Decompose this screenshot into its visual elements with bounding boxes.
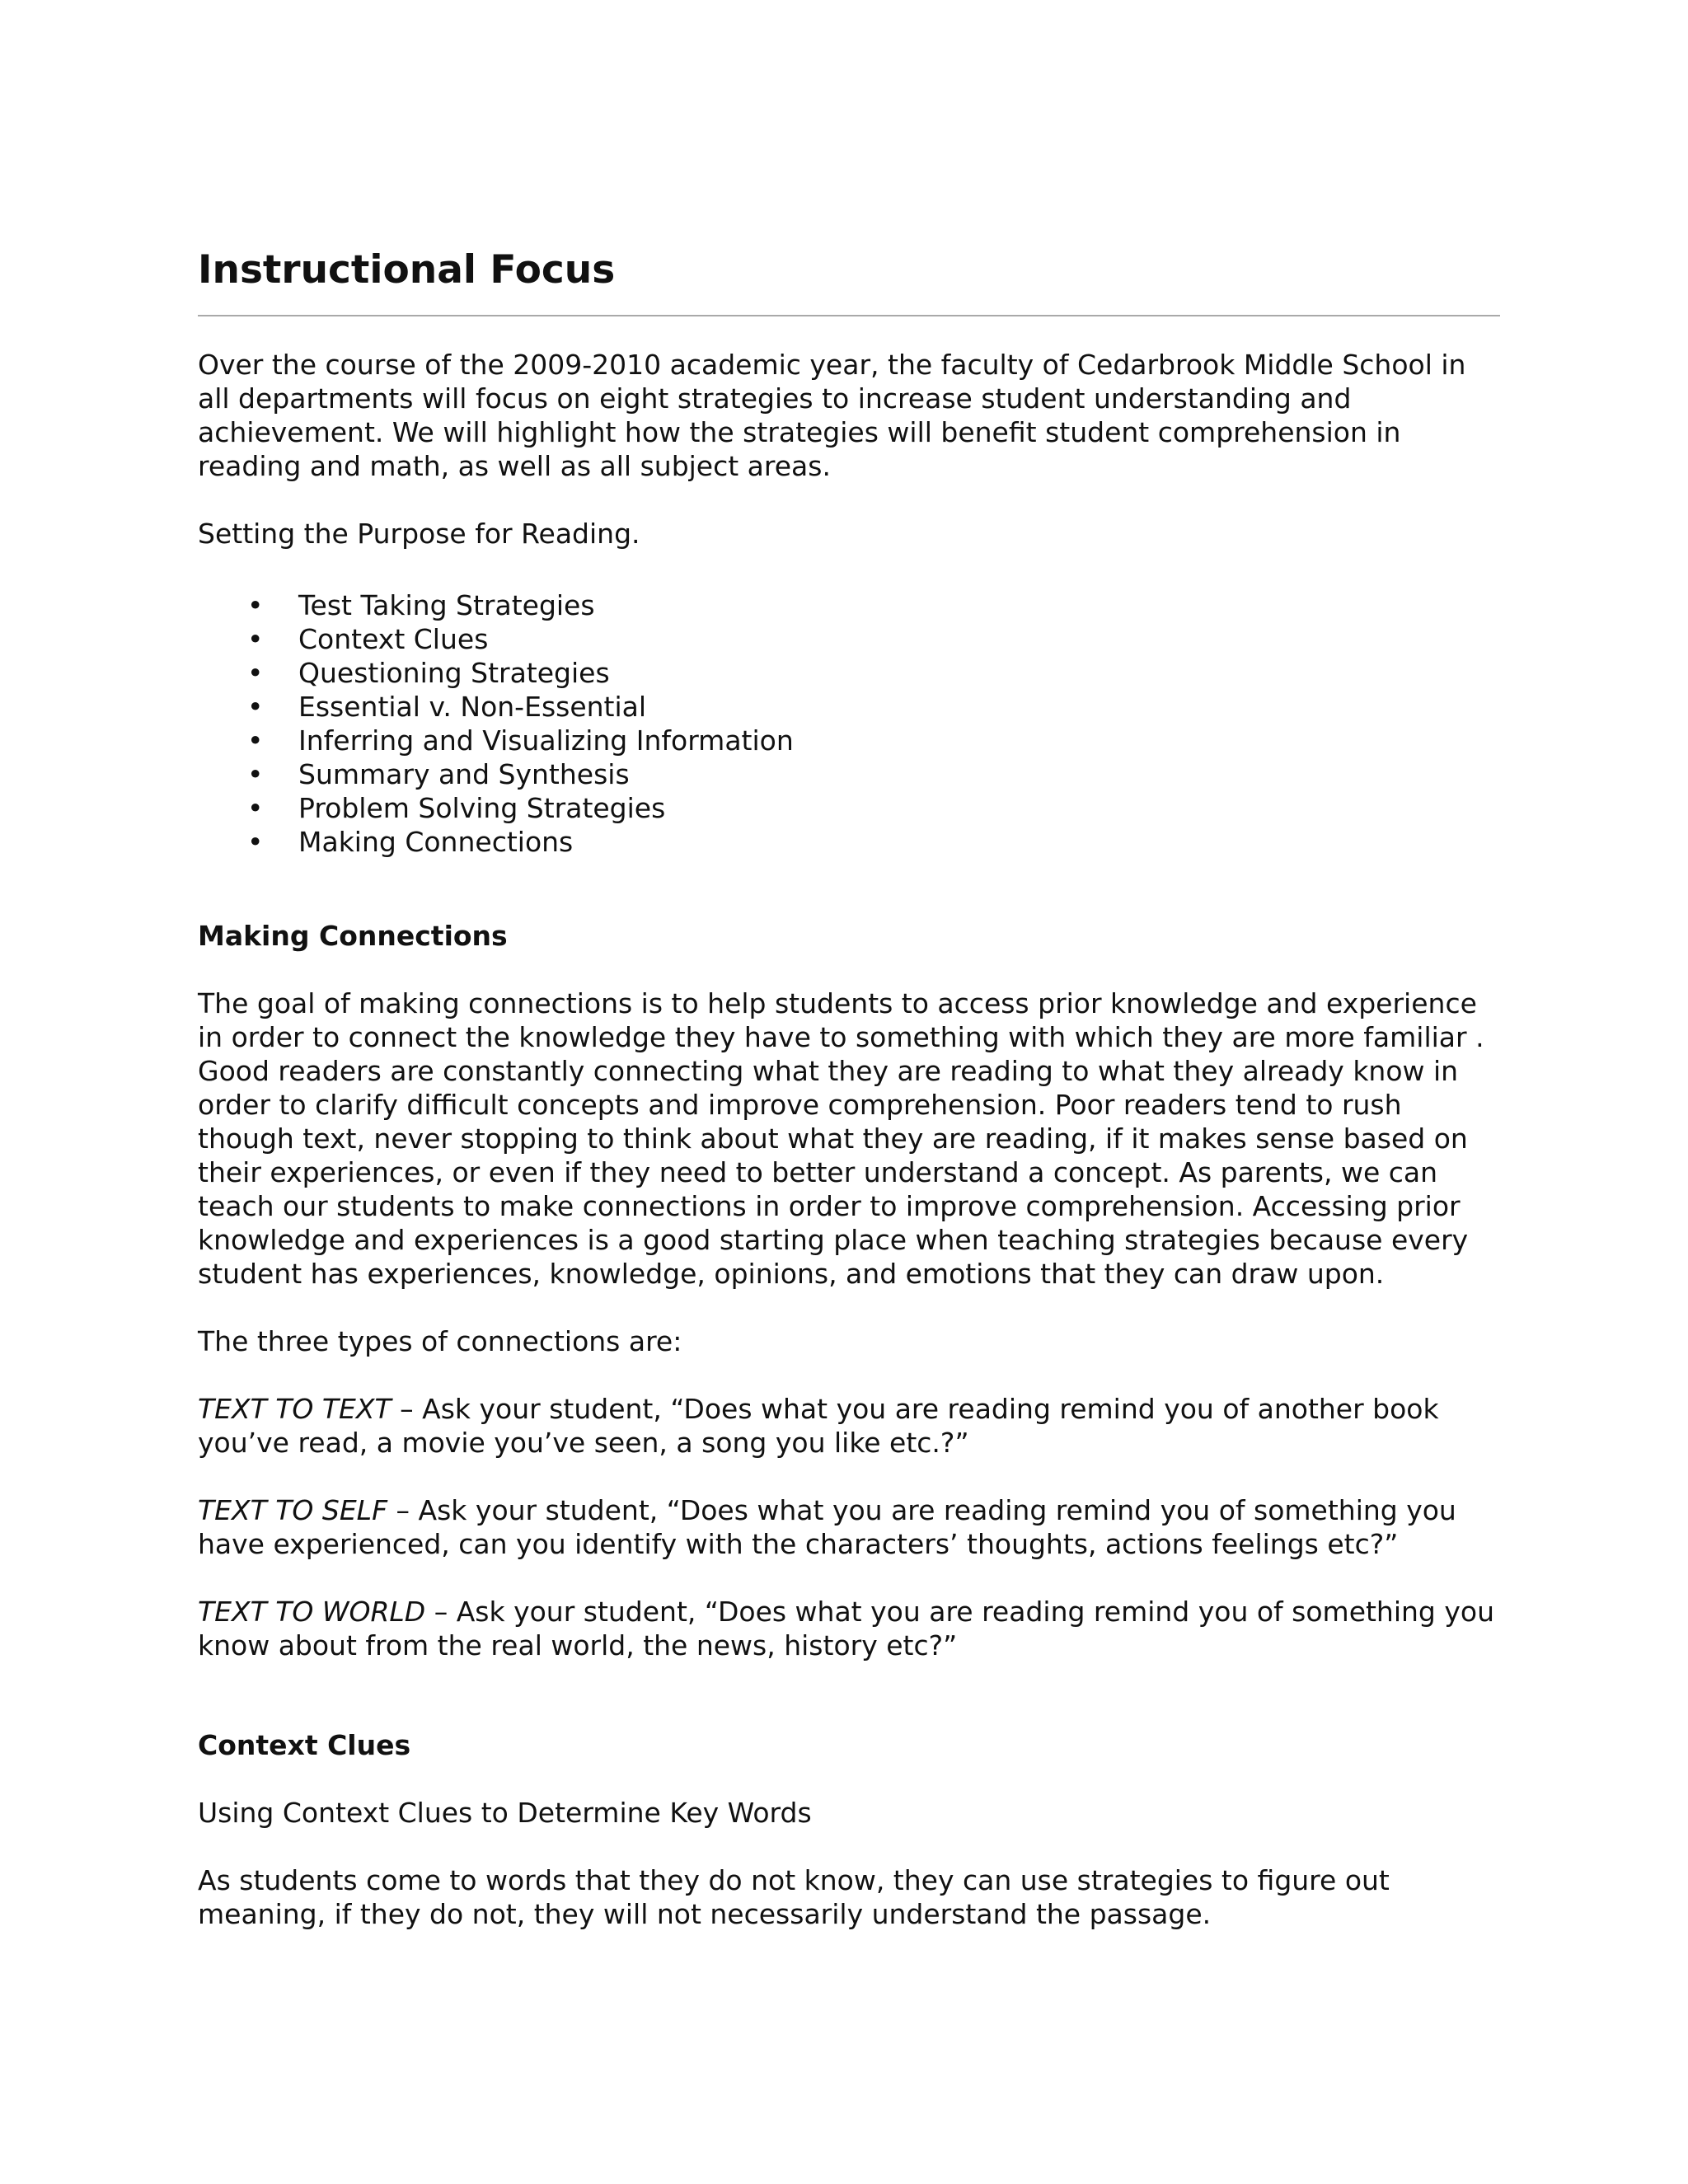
list-item-text: Questioning Strategies [298,657,610,690]
bullet-icon: • [247,826,264,859]
document-page [198,247,1500,1965]
connection-types-intro: The three types of connections are: [198,1325,682,1358]
bullet-icon: • [247,623,264,656]
list-item-text: Problem Solving Strategies [298,792,666,825]
strategy-list [198,588,1500,859]
bullet-icon: • [247,691,264,724]
bullet-icon: • [247,589,264,622]
connection-type-text-to-world [198,1595,1500,1662]
title-divider [198,315,1500,316]
connection-type-text-to-text [198,1392,1500,1460]
list-item-text: Context Clues [298,623,489,656]
list-item-text: Making Connections [298,826,574,859]
list-item [198,757,1500,791]
list-item-text: Test Taking Strategies [298,589,595,622]
connection-type-description: – Ask your student, “Does what you are reading remind you of another book you’ve read, a movie you’ve seen, a song you like etc.?” [198,1393,1439,1460]
bullet-icon: • [247,724,264,757]
list-item-text: Summary and Synthesis [298,758,630,791]
document-title: Instructional Focus [198,247,616,293]
connection-type-description: – Ask your student, “Does what you are reading remind you of something you have experienced, can you identify with the characters’ thoughts, actions feelings etc?” [198,1494,1456,1561]
bullet-icon: • [247,792,264,825]
intro-paragraph: Over the course of the 2009-2010 academic year, the faculty of Cedarbrook Middle School in all departments will focus on eight strategies to increase student understanding and achievement. We will highlight how the strategies will benefit student comprehension in reading and math, as well as all subject areas. [198,349,1466,483]
context-clues-heading: Context Clues [198,1729,411,1762]
connection-type-label: TEXT TO SELF [198,1494,388,1527]
making-connections-heading: Making Connections [198,920,508,953]
making-connections-body: The goal of making connections is to help students to access prior knowledge and experience in order to connect the knowledge they have to something with which they are more familiar . Good readers are constantly connecting what they are reading to what they already know in order to clarify difficult concepts and improve comprehension. Poor readers tend to rush though text, never stopping to think about what they are reading, if it makes sense based on their experiences, or even if they need to better understand a concept. As parents, we can teach our students to make connections in order to improve comprehension. Accessing prior knowledge and experiences is a good starting place when teaching strategies because every student has experiences, knowledge, opinions, and emotions that they can draw upon. [198,987,1484,1291]
list-item [198,656,1500,690]
context-clues-subheading: Using Context Clues to Determine Key Words [198,1797,812,1830]
context-clues-body: As students come to words that they do not know, they can use strategies to figure out meaning, if they do not, they will not necessarily understand the passage. [198,1864,1390,1931]
list-item [198,690,1500,724]
list-item [198,825,1500,859]
list-item [198,724,1500,757]
bullet-icon: • [247,657,264,690]
list-item [198,791,1500,825]
list-item [198,622,1500,656]
list-item-text: Essential v. Non-Essential [298,691,647,724]
list-item [198,588,1500,622]
connection-type-text-to-self [198,1493,1500,1561]
list-item-text: Inferring and Visualizing Information [298,724,794,757]
connection-type-label: TEXT TO WORLD [198,1596,426,1629]
purpose-line: Setting the Purpose for Reading. [198,518,640,551]
connection-type-description: – Ask your student, “Does what you are reading remind you of something you know about from the real world, the news, history etc?” [198,1596,1494,1662]
connection-type-label: TEXT TO TEXT [198,1393,392,1426]
bullet-icon: • [247,758,264,791]
